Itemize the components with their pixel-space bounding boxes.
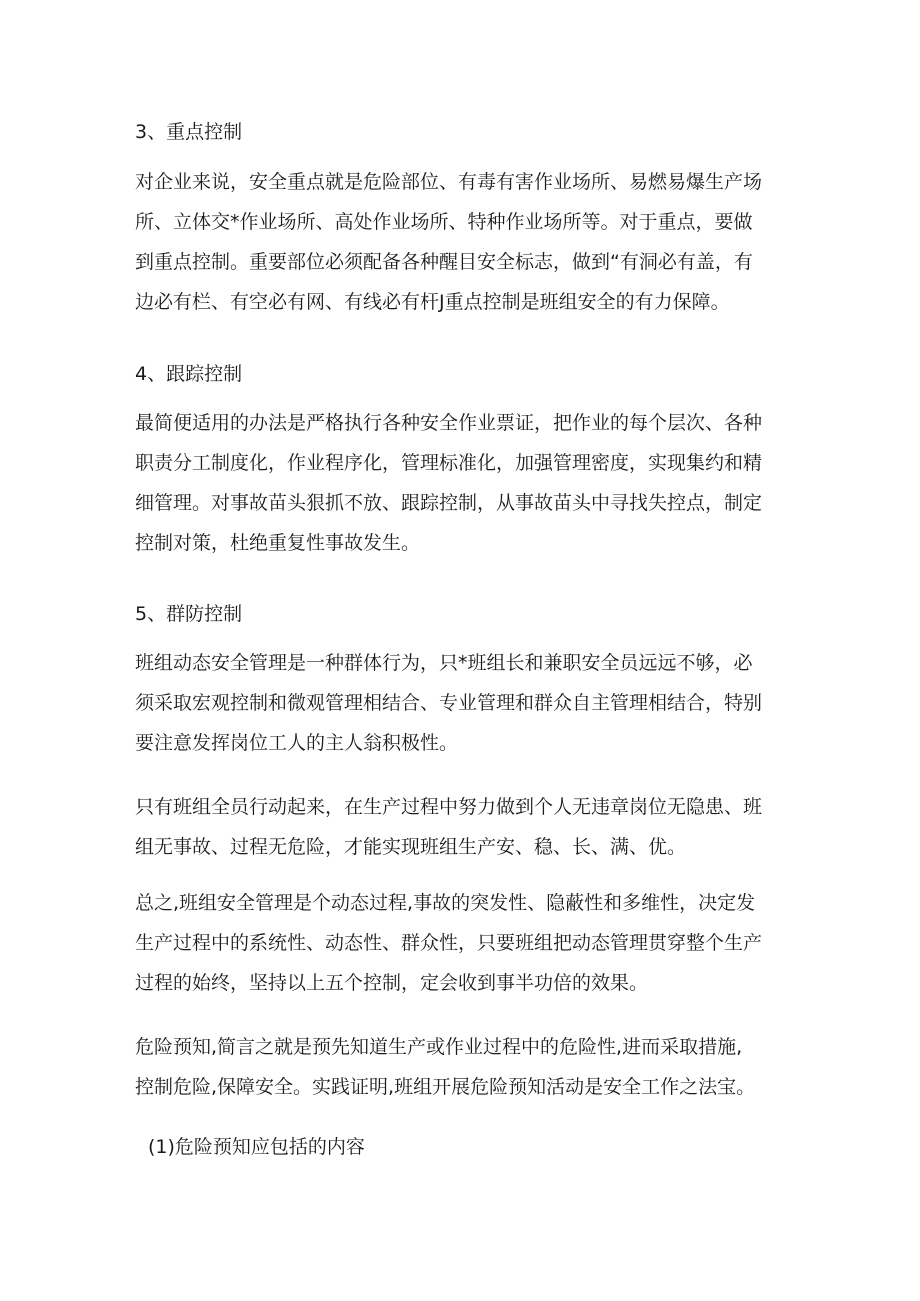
text-line: 对企业来说，安全重点就是危险部位、有毒有害作业场所、易燃易爆生产场 (135, 171, 763, 193)
paragraph (135, 1027, 795, 1107)
paragraph (135, 403, 795, 563)
heading-text: 3、重点控制 (135, 121, 243, 143)
text-line: 边必有栏、有空必有网、有线必有杆J重点控制是班组安全的有力保障。 (135, 291, 730, 313)
text-line: 到重点控制。重要部位必须配备各种醒目安全标志，做到“有洞必有盖，有 (135, 251, 753, 273)
section-heading-5 (135, 594, 795, 634)
paragraph (135, 787, 795, 867)
text-line: 组无事故、过程无危险，才能实现班组生产安、稳、长、满、优。 (135, 836, 687, 858)
text-line: 控制对策，杜绝重复性事故发生。 (135, 532, 421, 554)
list-item (148, 1127, 808, 1167)
text-line: 职责分工制度化，作业程序化，管理标准化，加强管理密度，实现集约和精 (135, 452, 763, 474)
paragraph (135, 162, 795, 322)
text-line: 过程的始终，坚持以上五个控制，定会收到事半功倍的效果。 (135, 972, 649, 994)
paragraph (135, 643, 795, 763)
text-line: 须采取宏观控制和微观管理相结合、专业管理和群众自主管理相结合，特别 (135, 692, 763, 714)
heading-text: 4、跟踪控制 (135, 363, 243, 385)
text-line: 细管理。对事故苗头狠抓不放、跟踪控制，从事故苗头中寻找失控点，制定 (135, 492, 763, 514)
text-line: 控制危险,保障安全。实践证明,班组开展危险预知活动是安全工作之法宝。 (135, 1076, 756, 1098)
text-line: 班组动态安全管理是一种群体行为，只*班组长和兼职安全员远远不够，必 (135, 652, 753, 674)
section-heading-4 (135, 354, 795, 394)
text-line: 生产过程中的系统性、动态性、群众性，只要班组把动态管理贯穿整个生产 (135, 932, 763, 954)
text-line: 只有班组全员行动起来，在生产过程中努力做到个人无违章岗位无隐患、班 (135, 796, 763, 818)
text-line: 最简便适用的办法是严格执行各种安全作业票证，把作业的每个层次、各种 (135, 412, 763, 434)
heading-text: 5、群防控制 (135, 603, 243, 625)
text-line: 总之,班组安全管理是个动态过程,事故的突发性、隐蔽性和多维性，决定发 (135, 892, 756, 914)
text-line: 要注意发挥岗位工人的主人翁积极性。 (135, 732, 459, 754)
text-line: 所、立体交*作业场所、高处作业场所、特种作业场所等。对于重点，要做 (135, 211, 753, 233)
text-line: 危险预知,简言之就是预先知道生产或作业过程中的危险性,进而采取措施, (135, 1036, 743, 1058)
list-item-text: (1)危险预知应包括的内容 (148, 1136, 365, 1158)
paragraph (135, 883, 795, 1003)
section-heading-3 (135, 112, 795, 152)
